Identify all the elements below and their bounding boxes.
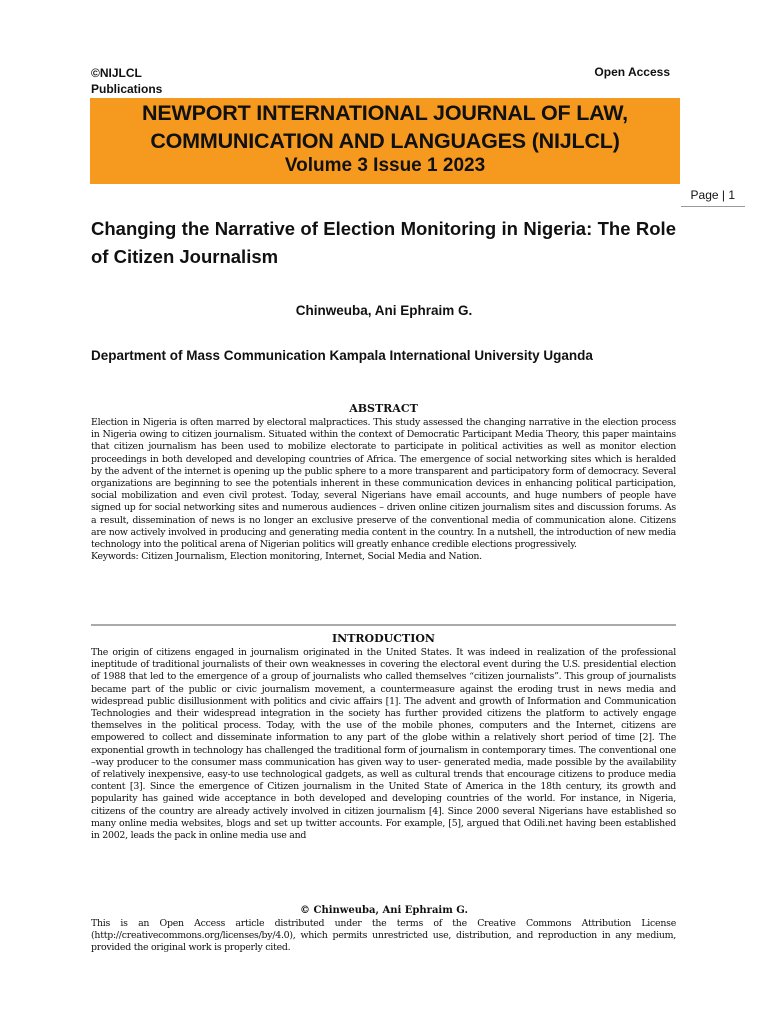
publisher-line-2: Publications (91, 82, 163, 96)
abstract-keywords: Keywords: Citizen Journalism, Election monitoring, Internet, Social Media and Nation. (91, 551, 482, 563)
journal-volume: Volume 3 Issue 1 2023 (284, 155, 486, 176)
abstract-text: Election in Nigeria is often marred by electoral malpractices. This study assessed the changing narrative in the election process in Nigeria owing to citizen journalism. Situated within the context of Democratic Participant Media Theory, this paper maintains that citizen journalism has been used to mobilize electorate to participate in political activities as well as monitor election proceedings in both developed and developing countries of Africa. The emergence of social networking sites which is heralded by the advent of the internet is opening up the public sphere to a more transparent and participatory form of democracy. Several organizations are beginning to see the potentials inherent in these communication devices in enhancing political participation, social mobilization and even civil protest. Today, several Nigerians have email accounts, and huge numbers of people have signed up for social networking sites and numerous audiences – driven online citizen journalism sites and discussion forums. As a result, dissemination of news is no longer an exclusive preserve of the conventional media of communication alone. Citizens are now actively involved in producing and generating media content in the country. In a nutshell, the introduction of new media technology into the political arena of Nigerian politics will greatly enhance credible elections progressively. (91, 417, 676, 551)
journal-banner (90, 98, 680, 184)
article-author: Chinweuba, Ani Ephraim G. (295, 303, 473, 318)
section-divider (91, 624, 676, 626)
copyright-heading: © Chinweuba, Ani Ephraim G. (300, 905, 468, 916)
journal-title-line-2: COMMUNICATION AND LANGUAGES (NIJLCL) (150, 129, 620, 153)
abstract-heading: ABSTRACT (349, 402, 418, 415)
abstract-body (91, 417, 676, 563)
author-affiliation: Department of Mass Communication Kampala International University Uganda (91, 348, 593, 363)
publisher-line-1: ©NIJLCL (91, 66, 142, 80)
page-number: Page | 1 (690, 188, 735, 202)
introduction-heading: INTRODUCTION (332, 632, 435, 645)
license-statement: This is an Open Access article distributed under the terms of the Creative Commons Attribution License (http://creativecommons.org/licenses/by/4.0), which permits unrestricted use, distribution, and reproduction in any medium, provided the original work is properly cited. (91, 918, 676, 954)
open-access-label: Open Access (594, 65, 670, 79)
introduction-body: The origin of citizens engaged in journalism originated in the United States. It was indeed in realization of the professional ineptitude of traditional journalists of their own weaknesses in covering the electoral event during the U.S. presidential election of 1988 that led to the emergence of a group of journalists who called themselves “citizen journalists”. This group of journalists became part of the public or civic journalism movement, a countermeasure against the eroding trust in news media and widespread public disillusionment with politics and civic affairs [1]. The advent and growth of Information and Communication Technologies and their widespread integration in the society has further provided citizens the platform to actively engage themselves in the political process. Today, with the use of the mobile phones, computers and the Internet, citizens are empowered to collect and disseminate information to any part of the globe within a relatively short period of time [2]. The exponential growth in technology has challenged the traditional form of journalism in contemporary times. The conventional one –way producer to the consumer mass communication has given way to user- generated media, made possible by the availability of relatively inexpensive, easy-to use technological gadgets, as well as cultural trends that encourage citizens to produce media content [3]. Since the emergence of Citizen journalism in the United State of America in the 18th century, its growth and popularity has gained wide acceptance in both developed and developing countries of the world. For instance, in Nigeria, citizens of the country are already actively involved in citizen journalism [4]. Since 2000 several Nigerians have established so many online media websites, blogs and set up twitter accounts. For example, [5], argued that Odili.net having been established in 2002, leads the pack in online media use and (91, 647, 676, 842)
publisher-mark (91, 65, 162, 97)
page-number-rule (681, 206, 745, 207)
article-title: Changing the Narrative of Election Monitoring in Nigeria: The Role of Citizen Journalism (91, 218, 676, 267)
journal-title-line-1: NEWPORT INTERNATIONAL JOURNAL OF LAW, (142, 101, 628, 125)
